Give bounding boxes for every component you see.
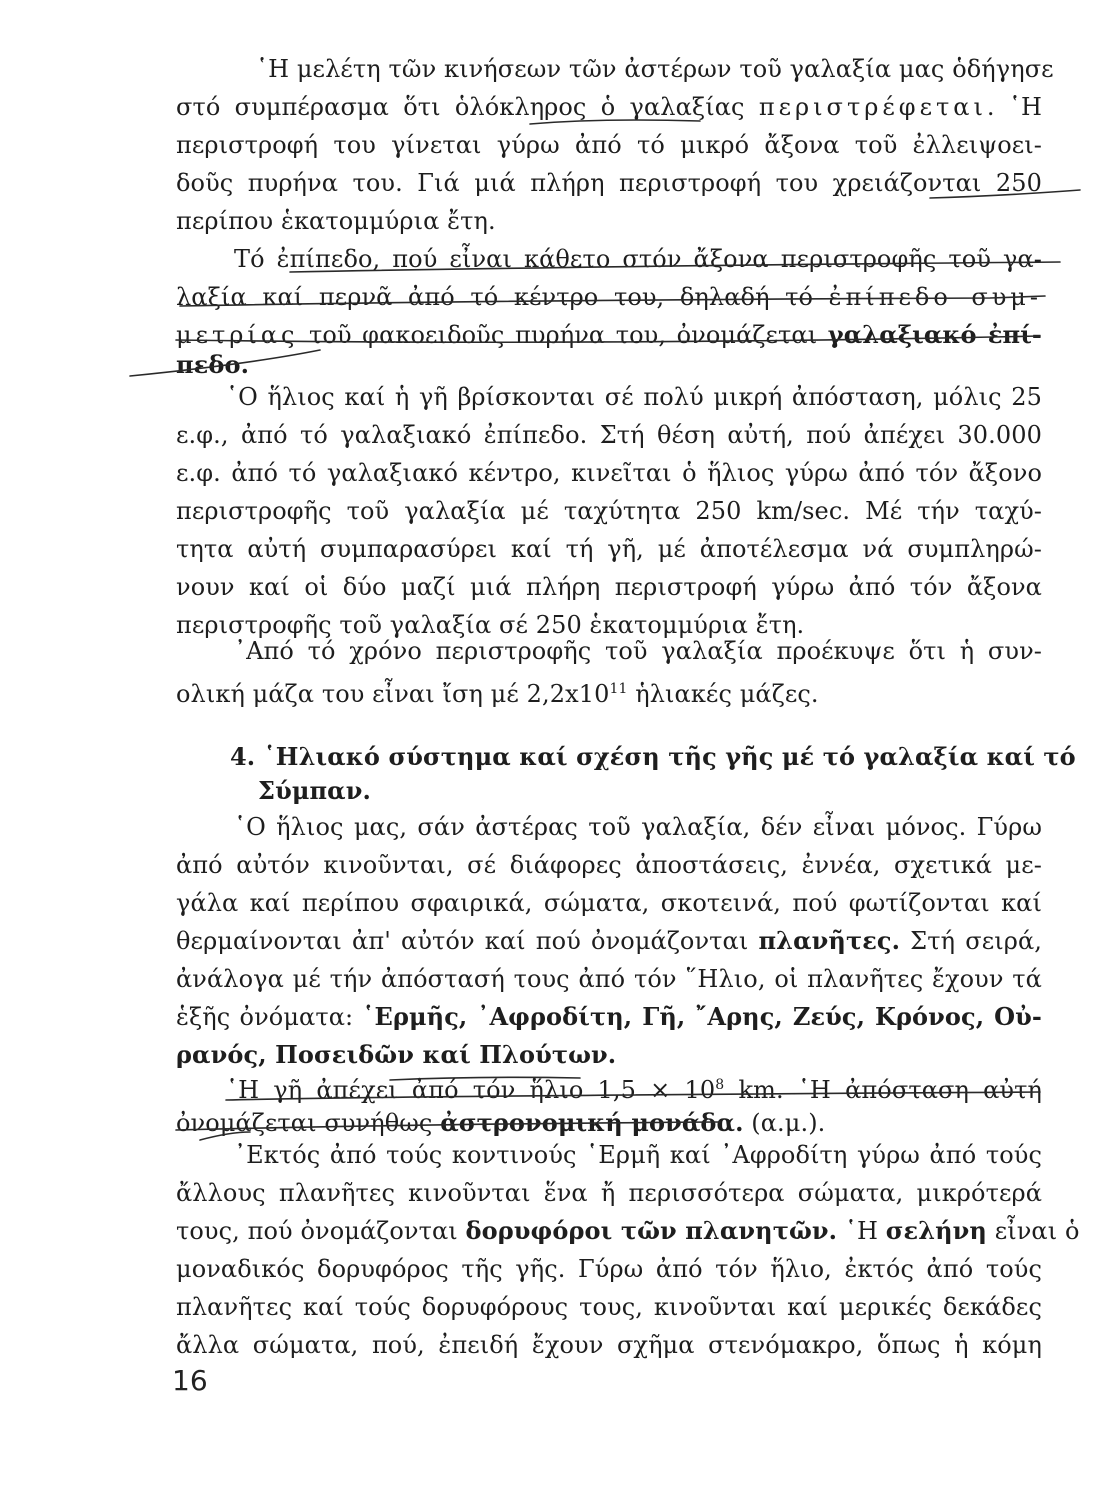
- text-line: γάλα καί περίπου σφαιρικά, σώματα, σκοτεινά, πού φωτίζονται καί: [176, 889, 1042, 917]
- text-line: ἄλλους πλανῆτες κινοῦνται ἕνα ἤ περισσότερα σώματα, μικρότερά: [176, 1179, 1042, 1207]
- emphasis-term: ἐπίπεδο συμ-: [828, 283, 1042, 311]
- text-line: περιστροφή του γίνεται γύρω ἀπό τό μικρό ἄξονα τοῦ ἐλλειψοει-: [176, 131, 1042, 159]
- text-line: νουν καί οἱ δύο μαζί μιά πλήρη περιστροφή γύρω ἀπό τόν ἄξονα: [176, 573, 1042, 601]
- bold-term: γαλαξιακό ἐπί-: [827, 320, 1042, 349]
- text-line: ἑξῆς ὀνόματα: ῾Ερμῆς, ᾿Αφροδίτη, Γῆ, ῎Αρης, Ζεύς, Κρόνος, Οὐ-: [176, 1002, 1042, 1031]
- text-line: θερμαίνονται ἀπ' αὐτόν καί πού ὀνομάζονται πλανῆτες. Στή σειρά,: [176, 926, 1042, 955]
- text-line: μετρίας τοῦ φακοειδοῦς πυρήνα του, ὀνομάζεται γαλαξιακό ἐπί-: [176, 320, 1042, 349]
- text-line: ὀνομάζεται συνήθως ἀστρονομική μονάδα. (α.μ.).: [176, 1108, 826, 1137]
- text-line: ολική μάζα του εἶναι ἴση μέ $2,2x10^{11}$ ἡλιακές μάζες.: [176, 680, 819, 708]
- heading-line: Σύμπαν.: [258, 776, 371, 805]
- bold-term: δορυφόροι τῶν πλανητῶν.: [465, 1216, 838, 1245]
- text-line: πλανῆτες καί τούς δορυφόρους τους, κινοῦνται καί μερικές δεκάδες: [176, 1293, 1042, 1321]
- bold-term: ρανός, Ποσειδῶν καί Πλούτων.: [176, 1040, 617, 1069]
- bold-term: σελήνη: [885, 1216, 987, 1245]
- bold-term: πλανῆτες.: [758, 926, 901, 955]
- heading-line: 4. ῾Ηλιακό σύστημα καί σχέση τῆς γῆς μέ τό γαλαξία καί τό: [230, 742, 1076, 771]
- bold-term: ἀστρονομική μονάδα.: [440, 1108, 744, 1137]
- text-line: ἄλλα σώματα, πού, ἐπειδή ἔχουν σχῆμα στενόμακρο, ὅπως ἡ κόμη: [176, 1331, 1042, 1359]
- exponent: 8: [715, 1077, 725, 1093]
- text-line: περιστροφῆς τοῦ γαλαξία σέ 250 ἑκατομμύρια ἔτη.: [176, 611, 805, 639]
- text-line: περίπου ἑκατομμύρια ἔτη.: [176, 207, 496, 235]
- text-line: τους, πού ὀνομάζονται δορυφόροι τῶν πλανητῶν. ῾Η σελήνη εἶναι ὁ: [176, 1216, 1080, 1245]
- text-line: δοῦς πυρήνα του. Γιά μιά πλήρη περιστροφή του χρειάζονται 250: [176, 169, 1042, 197]
- text-line: ᾿Εκτός ἀπό τούς κοντινούς ῾Ερμῆ καί ᾿Αφροδίτη γύρω ἀπό τούς: [234, 1141, 1042, 1169]
- text-line: ῾Η γῆ ἀπέχει ἀπό τόν ἥλιο $1,5 \times 10^8$ km. ῾Η ἀπόσταση αὐτή: [226, 1076, 1042, 1104]
- text-line: στό συμπέρασμα ὅτι ὁλόκληρος ὁ γαλαξίας περιστρέφεται. ῾Η: [176, 93, 1042, 121]
- text-line: ᾿Από τό χρόνο περιστροφῆς τοῦ γαλαξία προέκυψε ὅτι ἡ συν-: [234, 637, 1042, 665]
- text-line: ῾Ο ἥλιος μας, σάν ἀστέρας τοῦ γαλαξία, δέν εἶναι μόνος. Γύρω: [234, 813, 1042, 841]
- text-line: περιστροφῆς τοῦ γαλαξία μέ ταχύτητα 250 km/sec. Μέ τήν ταχύ-: [176, 497, 1042, 525]
- page-number: 16: [172, 1364, 208, 1397]
- text-line: μοναδικός δορυφόρος τῆς γῆς. Γύρω ἀπό τόν ἥλιο, ἐκτός ἀπό τούς: [176, 1255, 1042, 1283]
- text-line: ἀνάλογα μέ τήν ἀπόστασή τους ἀπό τόν ῞Ηλιο, οἱ πλανῆτες ἔχουν τά: [176, 965, 1042, 993]
- bold-term: ῾Ερμῆς, ᾿Αφροδίτη, Γῆ, ῎Αρης, Ζεύς, Κρόνος, Οὐ-: [362, 1002, 1042, 1031]
- emphasis-term: μετρίας: [176, 321, 299, 349]
- text-line: Τό ἐπίπεδο, πού εἶναι κάθετο στόν ἄξονα περιστροφῆς τοῦ γα-: [234, 245, 1042, 273]
- exponent: 11: [609, 681, 628, 697]
- text-line: ἀπό αὐτόν κινοῦνται, σέ διάφορες ἀποστάσεις, ἐννέα, σχετικά με-: [176, 851, 1042, 879]
- text-line: λαξία καί περνᾶ ἀπό τό κέντρο του, δηλαδή τό ἐπίπεδο συμ-: [176, 283, 1042, 311]
- text-line: τητα αὐτή συμπαρασύρει καί τή γῆ, μέ ἀποτέλεσμα νά συμπληρώ-: [176, 535, 1042, 563]
- emphasis-term: περιστρέφεται: [758, 93, 987, 121]
- text-line: ε.φ., ἀπό τό γαλαξιακό ἐπίπεδο. Στή θέση αὐτή, πού ἀπέχει 30.000: [176, 421, 1042, 449]
- text-line: ε.φ. ἀπό τό γαλαξιακό κέντρο, κινεῖται ὁ ἥλιος γύρω ἀπό τόν ἄξονο: [176, 459, 1042, 487]
- text-line: ῾Ο ἥλιος καί ἡ γῆ βρίσκονται σέ πολύ μικρή ἀπόσταση, μόλις 25: [226, 383, 1042, 411]
- bold-term: πεδο.: [176, 350, 250, 379]
- text-line: ῾Η μελέτη τῶν κινήσεων τῶν ἀστέρων τοῦ γαλαξία μας ὁδήγησε: [256, 55, 1054, 83]
